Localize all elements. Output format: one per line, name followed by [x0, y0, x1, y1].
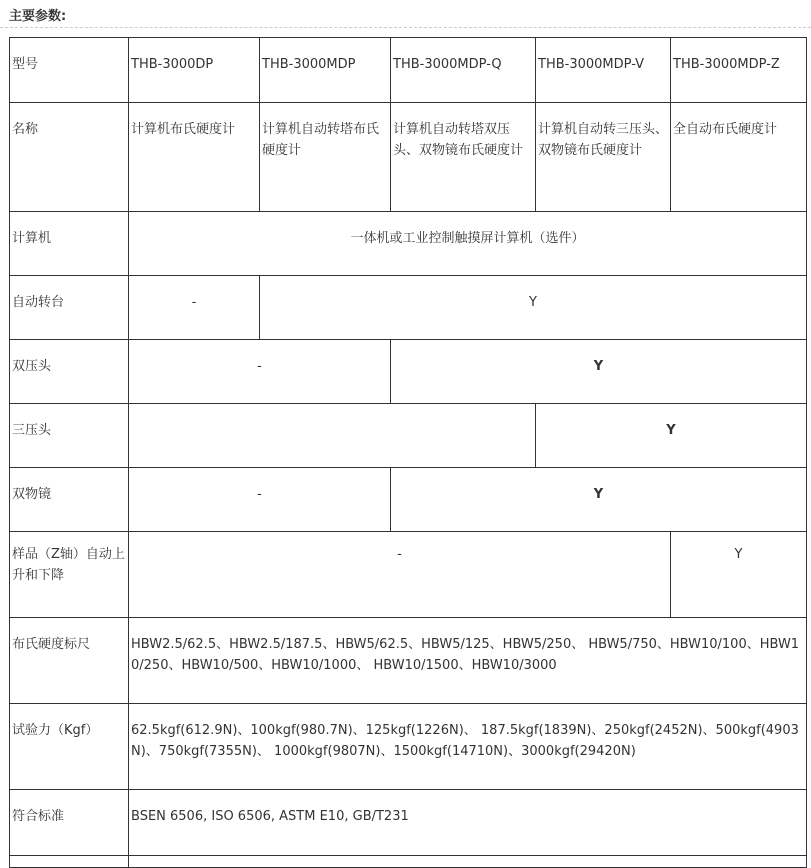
triple-indenter-yes: Y	[536, 404, 807, 468]
row-label-computer: 计算机	[10, 212, 129, 276]
model-cell: THB-3000DP	[129, 38, 260, 103]
table-row-triple-indenter	[10, 404, 807, 468]
double-indenter-no: -	[129, 340, 391, 404]
row-label-name: 名称	[10, 103, 129, 212]
table-row-scales	[10, 618, 807, 704]
table-row-computer	[10, 212, 807, 276]
double-indenter-yes: Y	[391, 340, 807, 404]
partial-cell	[129, 856, 807, 868]
model-cell: THB-3000MDP-Z	[671, 38, 807, 103]
table-row-double-indenter	[10, 340, 807, 404]
name-cell: 计算机自动转塔布氏硬度计	[260, 103, 391, 212]
table-row-partial	[10, 856, 807, 868]
parameters-table	[9, 37, 807, 868]
turret-yes: Y	[260, 276, 807, 340]
table-row-standard	[10, 790, 807, 856]
table-row-force	[10, 704, 807, 790]
row-label-model: 型号	[10, 38, 129, 103]
z-axis-no: -	[129, 532, 671, 618]
name-cell: 全自动布氏硬度计	[671, 103, 807, 212]
row-label-standard: 符合标准	[10, 790, 129, 856]
table-row-turret	[10, 276, 807, 340]
force-value: 62.5kgf(612.9N)、100kgf(980.7N)、125kgf(1226N)、 187.5kgf(1839N)、250kgf(2452N)、500kgf(4903N)、750kgf(7355N)、 1000kgf(9807N)、1500kgf(14710N)、3000kgf(29420N)	[129, 704, 807, 790]
computer-value: 一体机或工业控制触摸屏计算机（选件）	[129, 212, 807, 276]
row-label-triple-indenter: 三压头	[10, 404, 129, 468]
section-heading: 主要参数:	[9, 9, 67, 24]
row-label-double-objective: 双物镜	[10, 468, 129, 532]
row-label-z-axis: 样品（Z轴）自动上升和下降	[10, 532, 129, 618]
row-label-scales: 布氏硬度标尺	[10, 618, 129, 704]
row-label-turret: 自动转台	[10, 276, 129, 340]
z-axis-yes: Y	[671, 532, 807, 618]
scales-value: HBW2.5/62.5、HBW2.5/187.5、HBW5/62.5、HBW5/125、HBW5/250、 HBW5/750、HBW10/100、HBW10/250、HBW10/500、HBW10/1000、 HBW10/1500、HBW10/3000	[129, 618, 807, 704]
table-row-double-objective	[10, 468, 807, 532]
partial-cell	[10, 856, 129, 868]
double-objective-yes: Y	[391, 468, 807, 532]
row-label-force: 试验力（Kgf）	[10, 704, 129, 790]
name-cell: 计算机自动转塔双压头、双物镜布氏硬度计	[391, 103, 536, 212]
table-row-name	[10, 103, 807, 212]
table-row-model	[10, 38, 807, 103]
triple-indenter-empty	[129, 404, 536, 468]
standard-value: BSEN 6506, ISO 6506, ASTM E10, GB/T231	[129, 790, 807, 856]
model-cell: THB-3000MDP	[260, 38, 391, 103]
table-row-z-axis	[10, 532, 807, 618]
name-cell: 计算机自动转三压头、双物镜布氏硬度计	[536, 103, 671, 212]
turret-no: -	[129, 276, 260, 340]
name-cell: 计算机布氏硬度计	[129, 103, 260, 212]
double-objective-no: -	[129, 468, 391, 532]
model-cell: THB-3000MDP-Q	[391, 38, 536, 103]
row-label-double-indenter: 双压头	[10, 340, 129, 404]
divider	[0, 27, 811, 28]
model-cell: THB-3000MDP-V	[536, 38, 671, 103]
